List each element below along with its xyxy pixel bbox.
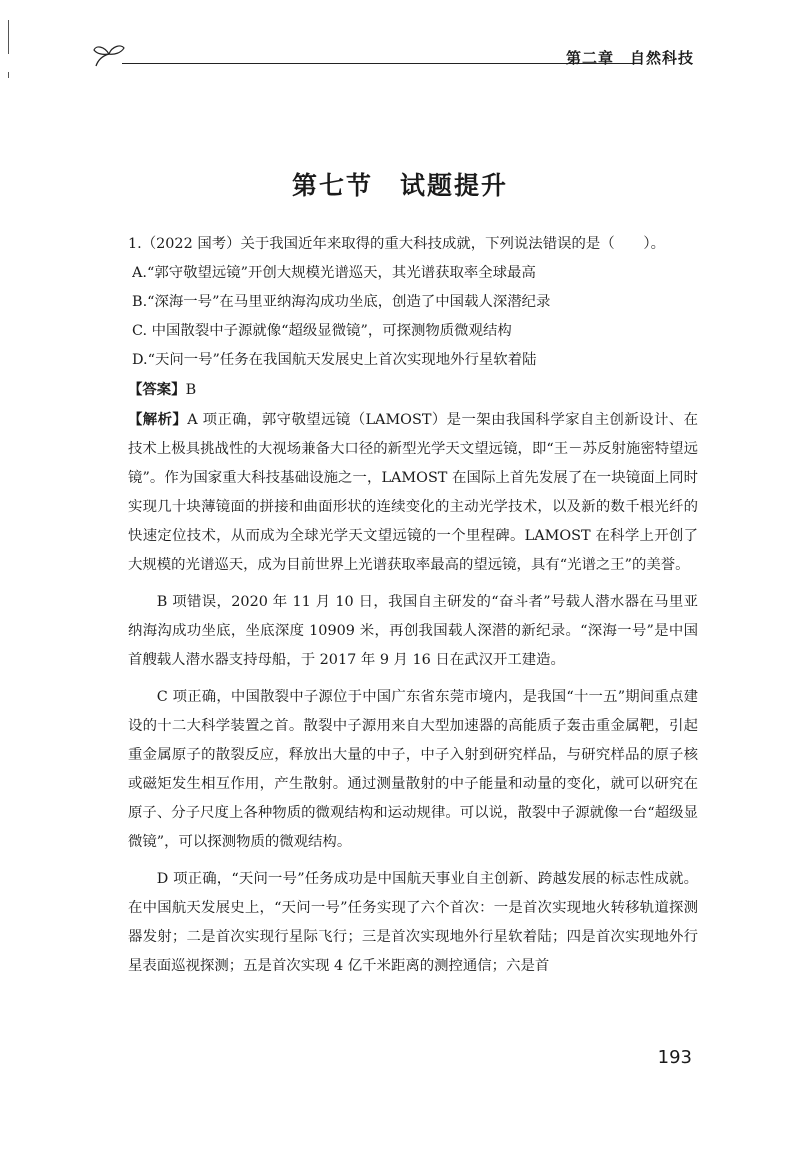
page-number: 193: [657, 1047, 692, 1068]
analysis-paragraph: B 项错误，2020 年 11 月 10 日，我国自主研发的“奋斗者”号载人潜水器在马里亚纳海沟成功坐底，坐底深度 10909 米，再创我国载人深潜的新纪录。“深海一号”是中国首艘载人潜水器支持母船，于 2017 年 9 月 16 日在武汉开工建造。: [128, 594, 698, 668]
margin-mark: [8, 72, 9, 78]
chapter-title: 第二章 自然科技: [565, 49, 694, 67]
answer-label: 【答案】: [128, 381, 186, 398]
running-header: [92, 40, 702, 70]
option-a: A.“郭守敬望远镜”开创大规模光谱巡天，其光谱获取率全球最高: [132, 265, 536, 281]
analysis-paragraph: D 项正确，“天问一号”任务成功是中国航天事业自主创新、跨越发展的标志性成就。在中国航天发展史上，“天问一号”任务实现了六个首次：一是首次实现地火转移轨道探测器发射；二是首次实现行星际飞行；三是首次实现地外行星软着陆；四是首次实现地外行星表面巡视探测；五是首次实现 4 亿千米距离的测控通信；六是首: [128, 871, 698, 974]
main-content: [128, 230, 698, 981]
answer-value: B: [185, 382, 197, 398]
answer-line: [128, 375, 698, 405]
sprout-icon: [92, 42, 126, 68]
option-d: D.“天问一号”任务在我国航天发展史上首次实现地外行星软着陆: [132, 352, 537, 368]
analysis-text: A 项正确，郭守敬望远镜（LAMOST）是一架由我国科学家自主创新设计、在技术上极具挑战性的大视场兼备大口径的新型光学天文望远镜，即“王－苏反射施密特望远镜”。作为国家重大科技基础设施之一，LAMOST 在国际上首先发展了在一块镜面上同时实现几十块薄镜面的拼接和曲面形状的连续变化的主动光学技术，以及新的数千根光纤的快速定位技术，从而成为全球光学天文望远镜的一个里程碑。LAMOST 在科学上开创了大规模的光谱巡天，成为目前世界上光谱获取率最高的望远镜，具有“光谱之王”的美誉。: [128, 412, 698, 573]
question-stem: 1.（2022 国考）关于我国近年来取得的重大科技成就，下列说法错误的是（ ）。: [128, 236, 666, 252]
analysis-paragraph: C 项正确，中国散裂中子源位于中国广东省东莞市境内，是我国“十一五”期间重点建设的十二大科学装置之首。散裂中子源用来自大型加速器的高能质子轰击重金属靶，引起重金属原子的散裂反应，释放出大量的中子，中子入射到研究样品，与研究样品的原子核或磁矩发生相互作用，产生散射。通过测量散射的中子能量和动量的变化，就可以研究在原子、分子尺度上各种物质的微观结构和运动规律。可以说，散裂中子源就像一台“超级显微镜”，可以探测物质的微观结构。: [128, 689, 698, 850]
header-rule: [122, 63, 642, 64]
option-b: B.“深海一号”在马里亚纳海沟成功坐底，创造了中国载人深潜纪录: [132, 294, 551, 310]
analysis-paragraph: [128, 405, 698, 580]
margin-mark: [8, 20, 9, 54]
section-title: 第七节 试题提升: [291, 171, 508, 200]
option-c: C. 中国散裂中子源就像“超级显微镜”，可探测物质微观结构: [132, 323, 512, 339]
analysis-label: 【解析】: [128, 411, 188, 428]
